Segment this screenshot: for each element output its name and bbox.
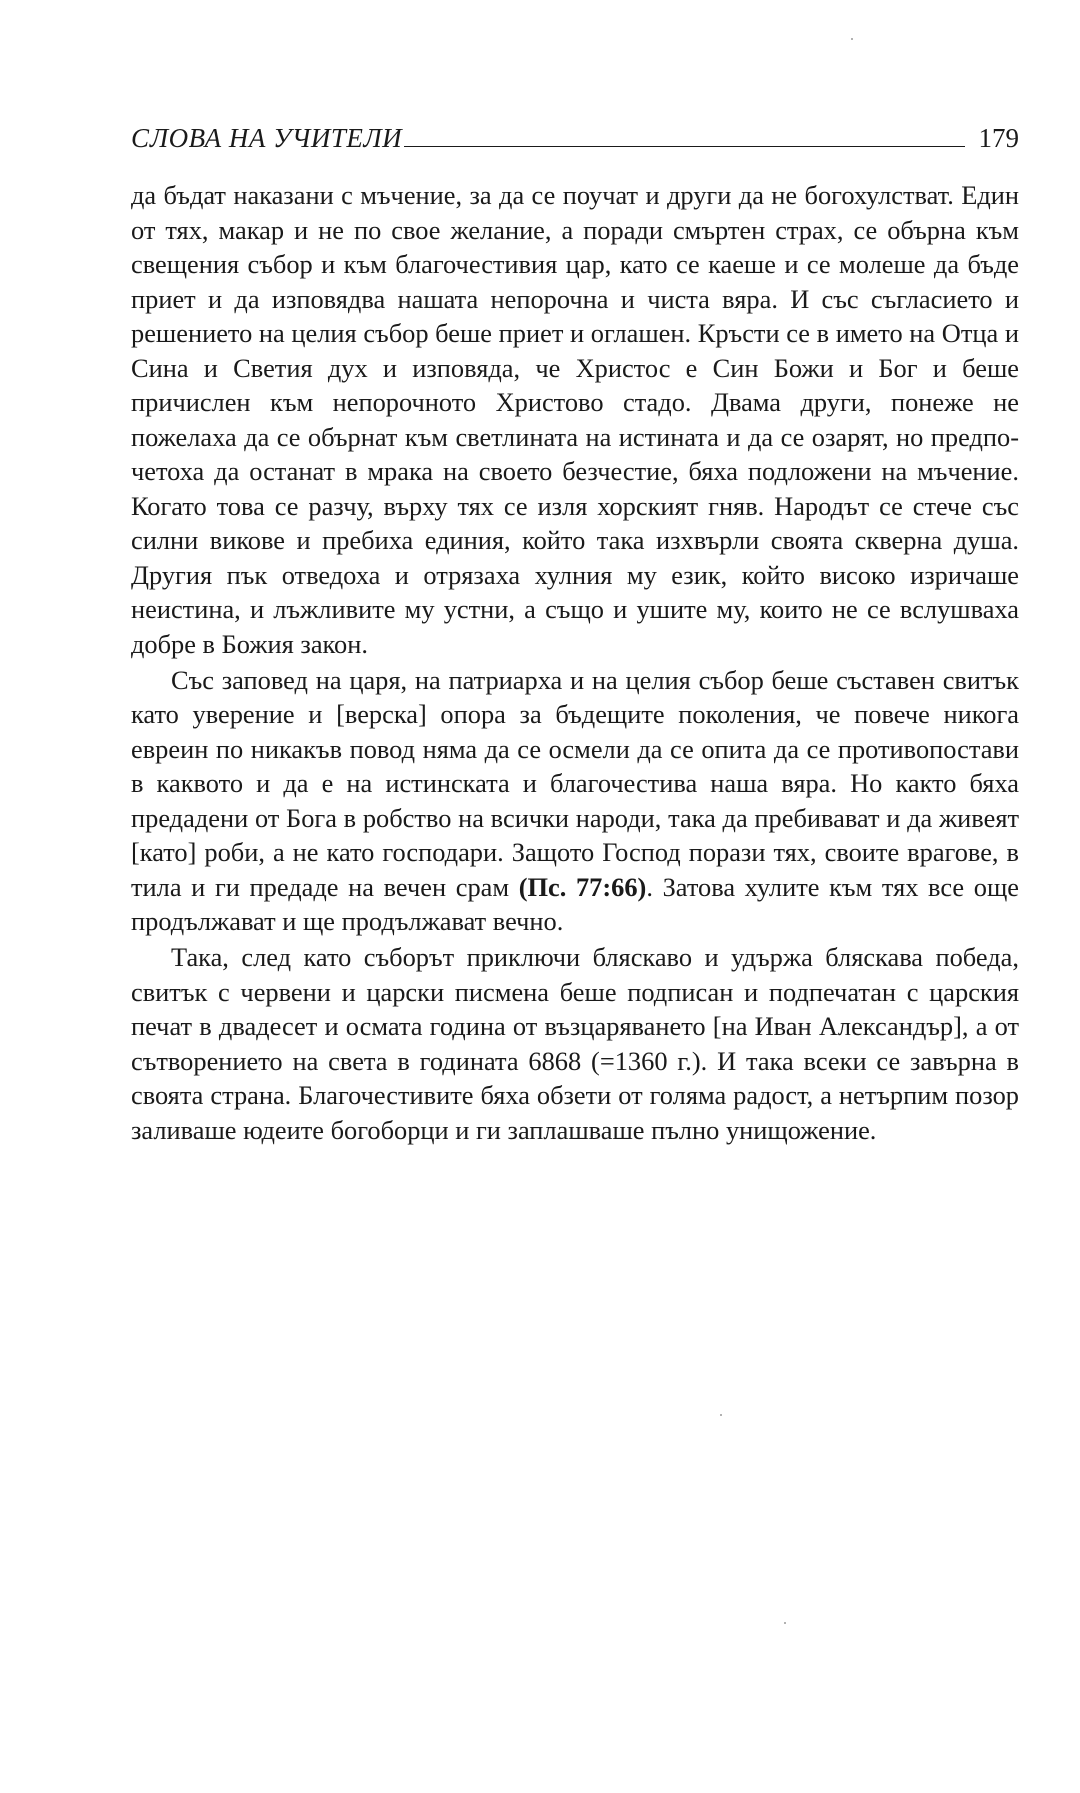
paper-speck (851, 38, 853, 40)
scripture-reference: (Пс. 77:66) (518, 871, 647, 902)
body-text (131, 178, 1019, 1147)
paragraph-2 (131, 663, 1019, 939)
paragraph-1: да бъдат наказани с мъчение, за да се поучат и други да не богохулстват. Един от тях, макар и не по свое желание, а поради смъртен страх, се обърна към свещения събор и към благочестивия цар, като се каеше и се молеше да бъде приет и да изповядва нашата непорочна и чиста вяра. И със съгласието и решението на целия събор беше приет и оглашен. Кръсти се в името на Отца и Сина и Светия дух и изповяда, че Христос е Син Божи и Бог и беше причислен към непорочното Христово стадо. Двама други, понеже не пожелаха да се обърнат към светлината на истината и да се озарят, но предпочетоха да останат в мрака на своето безчестие, бяха подложени на мъчение. Когато това се разчу, върху тях се изля хорският гняв. Народът се стече със силни викове и пребиха единия, който така изхвърли своята скверна душа. Другия пък отведоха и отрязаха хулния му език, който високо изричаше неистина, и лъжливите му устни, а също и ушите му, които не се вслушваха добре в Божия закон. (131, 180, 1019, 659)
running-title: СЛОВА НА УЧИТЕЛИ (131, 123, 403, 153)
paragraph-2-text-after: . Затова хулите към тях все още продължават и ще продължават вечно. (131, 871, 1019, 936)
page-number: 179 (978, 123, 1019, 153)
paragraph-2-text-before: Със заповед на царя, на патриарха и на целия събор беше съставен свитък като уверение и [верска] опора за бъдещите поколения, че повече никога евреин по никакъв повод няма да се осмели да се опита да се противопостави в каквото и да е на истинската и благочестива наша вяра. Но както бяха предадени от Бога в робство на всички народи, така да пребивават и да живеят [като] роби, а не като господари. Защото Господ порази тях, своите врагове, в тила и ги предаде на вечен срам (131, 664, 1019, 902)
header-rule (404, 146, 964, 147)
paragraph-3: Така, след като съборът приключи бляскаво и удържа бляскава победа, свитък с червени и царски писмена беше подписан и подпечатан с царския печат в двадесет и осмата година от възцаряването [на Иван Александър], а от сътворението на света в годината 6868 (=1360 г.). И така всеки се завърна в своята страна. Благочестивите бяха обзети от голяма радост, а нетърпим позор заливаше юдеите богоборци и ги заплашваше пълно унищожение. (131, 942, 1019, 1145)
paper-speck (784, 1622, 786, 1624)
paper-speck (720, 1414, 722, 1416)
running-header (131, 112, 1019, 152)
